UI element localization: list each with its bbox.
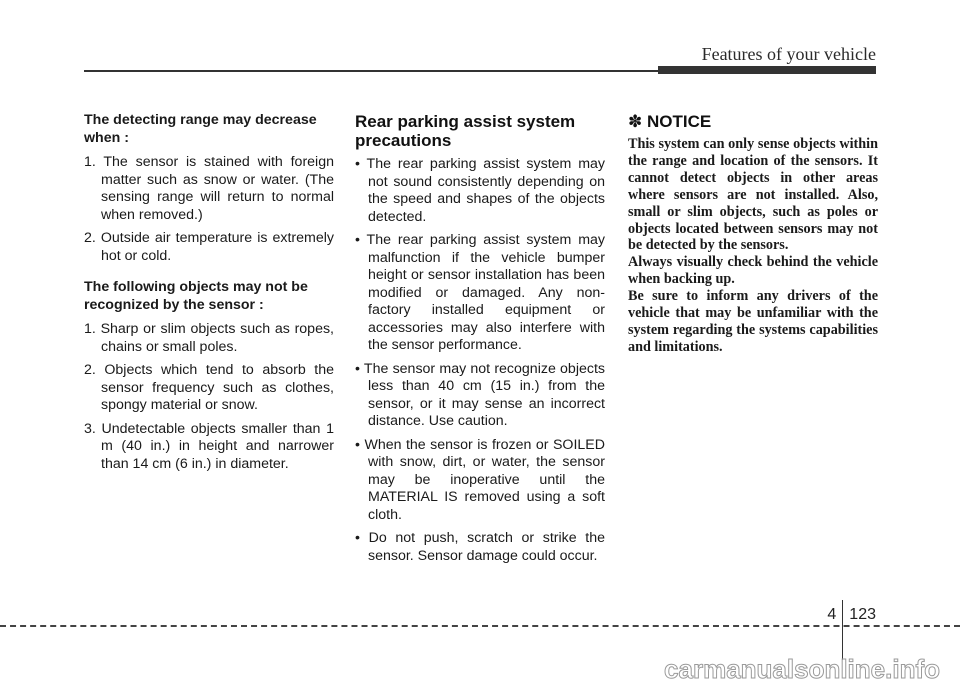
list-item: 1. Sharp or slim objects such as ropes, chains or small poles. — [84, 321, 334, 355]
bullet-item: • The rear parking assist system may not sound consistently depending on the speed and shapes of the objects detected. — [355, 156, 605, 225]
list-item: 1. The sensor is stained with foreign matter such as snow or water. (The sensing range will return to normal when removed.) — [84, 154, 334, 223]
column-detection-range — [84, 112, 334, 479]
chapter-number: 4 — [827, 606, 837, 623]
list-item: 2. Objects which tend to absorb the sensor frequency such as clothes, spongy material or snow. — [84, 362, 334, 413]
list-item: 3. Undetectable objects smaller than 1 m (40 in.) in height and narrower than 14 cm (6 in.) in diameter. — [84, 420, 334, 472]
header-tab-bar — [658, 66, 876, 74]
precautions-title: Rear parking assist system precautions — [355, 112, 576, 150]
list-item: 2. Outside air temperature is extremely hot or cold. — [84, 230, 334, 264]
notice-paragraph: This system can only sense objects within the range and location of the sensors. It cannot detect objects in other areas where sensors are not installed. Also, small or slim objects, such as poles or objects located between sensors may not be detected by the sensors. — [628, 136, 878, 254]
notice-paragraph: Always visually check behind the vehicle when backing up. — [628, 254, 878, 288]
bullet-item: • The sensor may not recognize objects less than 40 cm (15 in.) from the sensor, or it may sense an incorrect distance. Use caution. — [355, 360, 605, 429]
notice-title: ✽ NOTICE — [628, 112, 712, 131]
bullet-item: • The rear parking assist system may malfunction if the vehicle bumper height or sensor installation has been modified or damaged. Any non-factory installed equipment or accessories may also interfere with the sensor performance. — [355, 232, 605, 353]
bullet-item: • When the sensor is frozen or SOILED with snow, dirt, or water, the sensor may be inoperative until the MATERIAL IS removed using a soft cloth. — [355, 436, 605, 523]
header-title: Features of your vehicle — [701, 44, 876, 64]
notice-paragraph: Be sure to inform any drivers of the vehicle that may be unfamiliar with the system regarding the systems capabilities and limitations. — [628, 288, 878, 355]
detecting-range-heading: The detecting range may decrease when : — [84, 112, 317, 146]
column-notice — [628, 112, 878, 356]
column-precautions — [355, 112, 605, 571]
page-number-value: 123 — [849, 606, 876, 623]
bullet-item: • Do not push, scratch or strike the sensor. Sensor damage could occur. — [355, 530, 605, 564]
page-number-divider — [842, 600, 843, 660]
unrecognized-objects-heading: The following objects may not be recognized by the sensor : — [84, 279, 308, 313]
watermark: carmanualsonline.info — [664, 654, 940, 684]
footer-dashed-rule — [0, 625, 960, 627]
